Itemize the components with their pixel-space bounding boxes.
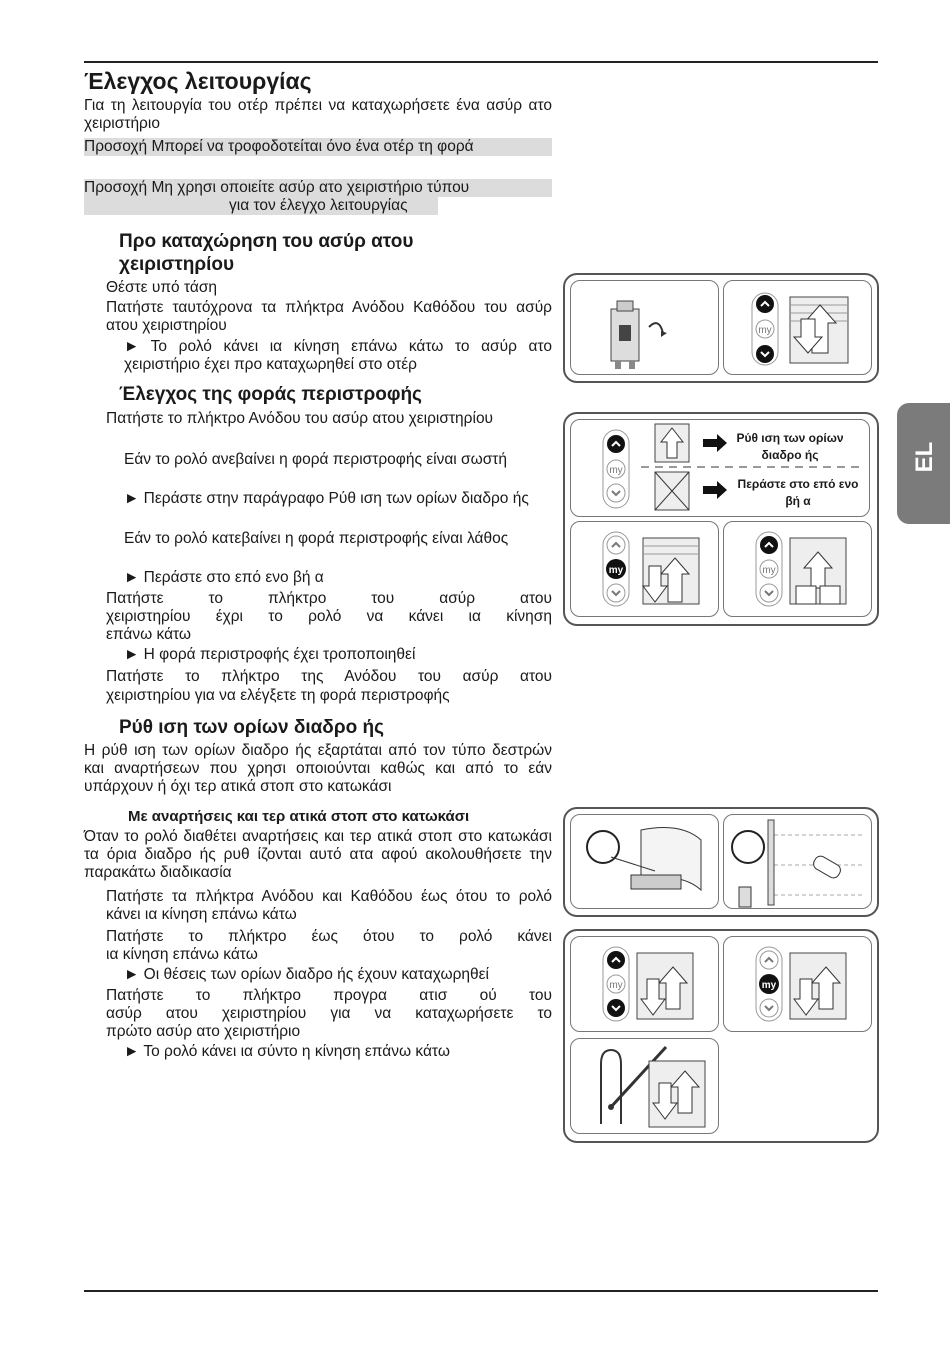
section1-step1: Θέστε υπό τάση [106,279,218,296]
section1-title-line2: χειριστηρίου [119,254,235,275]
fig2-label-top-line1: Ρύθ ιση των ορίων [736,431,844,445]
section2-step-c-line1: Πατήστε το πλήκτρο του ασύρ ατου [106,590,552,607]
fig2-bottom-left-cell [570,521,719,617]
intro-text: Για τη λειτουργία του οτέρ πρέπει να καταχωρήσετε ένα ασύρ ατο χειριστήριο [84,97,552,132]
end-stop-icon [571,815,718,908]
fig2-label-bottom-line2: βή α [785,494,811,508]
section1-title-line1: Προ καταχώρηση του ασύρ ατου [119,231,414,252]
section3-step3-result: ► Το ρολό κάνει ια σύντο η κίνηση επάνω κάτω [124,1043,450,1060]
remote-up-down-icon [571,937,718,1031]
bottom-rule [84,1290,878,1292]
section3-step2-result: ► Οι θέσεις των ορίων διαδρο ής έχουν καταχωρηθεί [124,966,489,983]
section2-step-c-result: ► Η φορά περιστροφής έχει τροποποιηθεί [124,646,416,663]
section2-case-a-result: ► Περάστε στην παράγραφο Ρύθ ιση των ορίων διαδρο ής [124,490,529,507]
circuit-breaker-icon [571,281,718,374]
my-label-2: my [609,465,623,476]
top-rule [84,61,878,63]
warning-2-line2: για τον έλεγχο λειτουργίας [84,197,438,215]
fig2-bottom-right-cell [723,521,872,617]
fig2-label-bottom [727,476,869,510]
my-label-4: my [762,565,776,576]
section1-result: ► Το ρολό κάνει ια κίνηση επάνω κάτω το ασύρ ατο χειριστήριο έχει προ καταχωρηθεί στο οτέρ [124,338,552,373]
remote-up-press-icon [724,522,871,616]
remote-my-icon [724,937,871,1031]
section3-intro: Η ρύθ ιση των ορίων διαδρο ής εξαρτάται από τον τύπο δεστρών και αναρτήσεων που χρησι οποιούνται καθώς και από το εάν υπάρχουν ή όχι τερ ατικά στοπ στο κατωκάσι [84,742,552,795]
remote-and-blind-icon [724,281,871,374]
my-label-5: my [609,980,623,991]
section3-step2-line2: ια κίνηση επάνω κάτω [106,946,258,963]
section3-step1: Πατήστε τα πλήκτρα Ανόδου και Καθόδου έως ότου το ρολό κάνει ια κίνηση επάνω κάτω [106,888,552,923]
section2-title: Έλεγχος της φοράς περιστροφής [119,384,422,405]
section2-step-d-line1: Πατήστε το πλήκτρο της Ανόδου του ασύρ ατου [106,668,552,685]
fig2-label-bottom-line1: Περάστε στο επό ενο [737,477,859,491]
fig4-top-left-cell [570,936,719,1032]
remote-my-press-icon [571,522,718,616]
figure-3 [563,807,879,917]
section2-case-a: Εάν το ρολό ανεβαίνει η φορά περιστροφής είναι σωστή [124,451,508,468]
fig3-hanger-cell [723,814,872,909]
warning-1: Προσοχή Μπορεί να τροφοδοτείται όνο ένα οτέρ τη φορά [84,138,552,156]
figure-4 [563,929,879,1143]
fig4-bottom-left-cell [570,1038,719,1134]
section3-step2-line1: Πατήστε το πλήκτρο έως ότου το ρολό κάνει [106,928,552,945]
language-tab [897,403,950,524]
my-label-3: my [608,565,624,576]
my-label: my [758,325,772,336]
fig1-breaker-cell [570,280,719,375]
figure-2 [563,412,879,626]
program-button-icon [571,1039,718,1133]
fig2-label-top-line2: διαδρο ής [761,448,819,462]
section3-step3-line2: ασύρ ατου χειριστηρίου για να καταχωρήσετε το [106,1005,552,1022]
my-label-6: my [761,980,777,991]
section2-step1: Πατήστε το πλήκτρο Ανόδου του ασύρ ατου χειριστηρίου [106,410,494,427]
hanger-icon [724,815,871,908]
fig1-remote-cell [723,280,872,375]
section2-case-b-result: ► Περάστε στο επό ενο βή α [124,569,324,586]
figure-1 [563,273,879,383]
warning-2-line1: Προσοχή Μη χρησι οποιείτε ασύρ ατο χειριστήριο τύπου [84,179,552,197]
section2-step-d-line2: χειριστηρίου για να ελέγξετε τη φορά περιστροφής [106,687,450,704]
section2-case-b: Εάν το ρολό κατεβαίνει η φορά περιστροφής είναι λάθος [124,530,509,547]
section3-subtitle: Με αναρτήσεις και τερ ατικά στοπ στο κατωκάσι [128,808,470,825]
fig4-top-right-cell [723,936,872,1032]
section1-step2: Πατήστε ταυτόχρονα τα πλήκτρα Ανόδου Καθόδου του ασύρ ατου χειριστηρίου [106,299,552,334]
section2-step-c-line2: χειριστηρίου έχρι το ρολό να κάνει ια κίνηση [106,608,552,625]
fig2-top-cell [570,419,870,517]
language-tab-label: EL [911,441,938,473]
section2-step-c-line3: επάνω κάτω [106,626,192,643]
page-title: Έλεγχος λειτουργίας [84,68,312,94]
fig2-label-top [729,430,851,464]
fig3-stop-cell [570,814,719,909]
section3-sub-text: Όταν το ρολό διαθέτει αναρτήσεις και τερ ατικά στοπ στο κατωκάσι τα όρια διαδρο ής ρυθ ίζονται αυτό ατα αφού ακολουθήσετε την παρακάτω διαδικασία [84,828,552,881]
section3-title: Ρύθ ιση των ορίων διαδρο ής [119,717,384,738]
section3-step3-line1: Πατήστε το πλήκτρο προγρα ατισ ού του [106,987,552,1004]
section3-step3-line3: πρώτο ασύρ ατο χειριστήριο [106,1023,301,1040]
